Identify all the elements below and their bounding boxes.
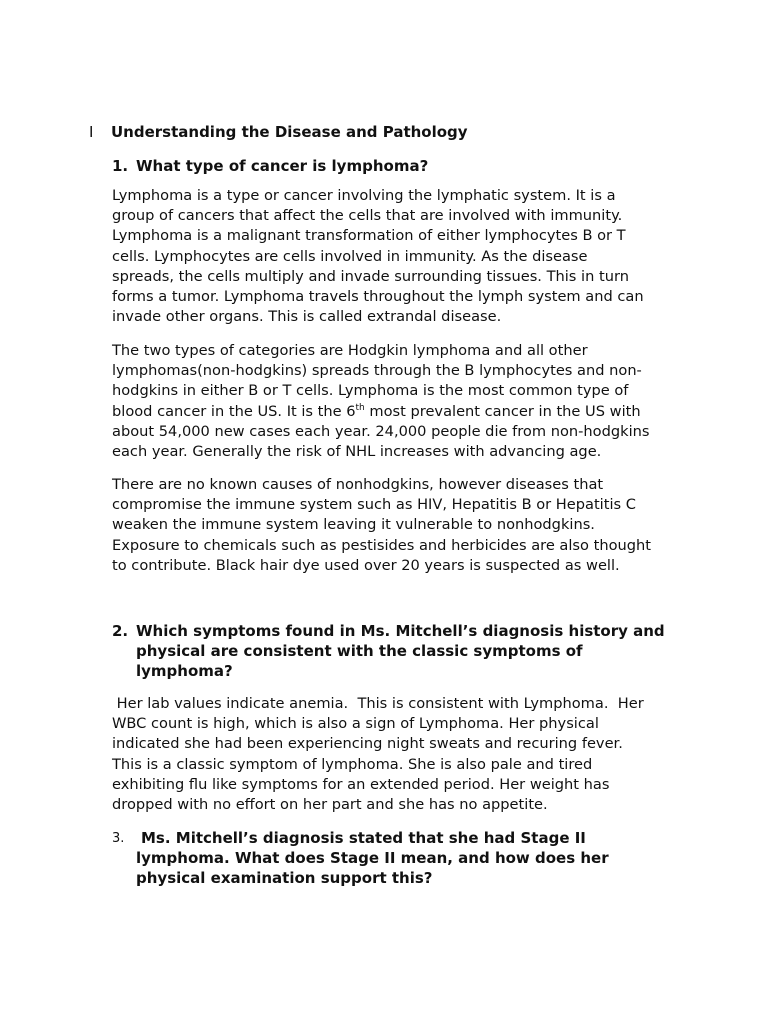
text-line: indicated she had been experiencing night sweats and recuring fever. [112,735,623,753]
text-line: The two types of categories are Hodgkin lymphoma and all other [112,342,588,359]
section-numeral: I [89,123,94,141]
answer-1-paragraph-3 [112,475,682,576]
text-line: spreads, the cells multiply and invade surrounding tissues. This in turn [112,267,629,285]
text-line: forms a tumor. Lymphoma travels throughout the lymph system and can [112,288,644,306]
question-3-text [136,828,609,888]
text-run: most prevalent cancer in the US with [364,402,641,420]
question-2-text [136,621,665,681]
text-line: dropped with no effort on her part and she has no appetite. [112,796,548,814]
text-line: compromise the immune system such as HIV, Hepatitis B or Hepatitis C [112,496,636,514]
text-line: lymphomas(non-hodgkins) spreads through the B lymphocytes and non- [112,362,642,380]
question-line: Ms. Mitchell’s diagnosis stated that she had Stage II [141,829,586,847]
question-line: physical are consistent with the classic symptoms of [136,642,583,660]
text-line: about 54,000 new cases each year. 24,000 people die from non-hodgkins [112,422,650,440]
superscript: th [355,402,365,413]
question-line: Which symptoms found in Ms. Mitchell’s diagnosis history and [136,622,665,640]
answer-1-paragraph-1 [112,186,682,327]
question-1-number: 1. [112,157,129,175]
text-line: Exposure to chemicals such as pestisides and herbicides are also thought [112,536,651,554]
answer-2-paragraph [112,694,682,815]
question-line: physical examination support this? [136,869,433,887]
text-line: Lymphoma is a malignant transformation of either lymphocytes B or T [112,227,626,245]
text-line: Lymphoma is a type or cancer involving the lymphatic system. It is a [112,187,616,204]
question-line: lymphoma? [136,662,233,680]
question-1-text: What type of cancer is lymphoma? [136,157,429,175]
text-line: cells. Lymphocytes are cells involved in immunity. As the disease [112,247,588,265]
text-line: exhibiting flu like symptoms for an extended period. Her weight has [112,775,610,793]
text-line: weaken the immune system leaving it vulnerable to nonhodgkins. [112,516,595,534]
text-line: invade other organs. This is called extrandal disease. [112,308,502,326]
text-line: hodgkins in either B or T cells. Lymphoma is the most common type of [112,382,629,400]
question-2-number: 2. [112,622,129,640]
answer-1-paragraph-2 [112,341,682,462]
text-line: each year. Generally the risk of NHL increases with advancing age. [112,443,602,461]
text-line: This is a classic symptom of lymphoma. She is also pale and tired [112,755,593,773]
section-heading: Understanding the Disease and Pathology [111,123,468,141]
text-line [112,402,682,422]
text-line: to contribute. Black hair dye used over 20 years is suspected as well. [112,556,620,574]
text-line: Her lab values indicate anemia. This is consistent with Lymphoma. Her [112,695,644,712]
question-3-number: 3. [112,831,125,846]
text-run: blood cancer in the US. It is the 6 [112,402,356,420]
question-line: lymphoma. What does Stage II mean, and how does her [136,849,609,867]
text-line: WBC count is high, which is also a sign of Lymphoma. Her physical [112,715,599,733]
text-line: There are no known causes of nonhodgkins, however diseases that [112,476,604,493]
text-line: group of cancers that affect the cells that are involved with immunity. [112,207,623,225]
